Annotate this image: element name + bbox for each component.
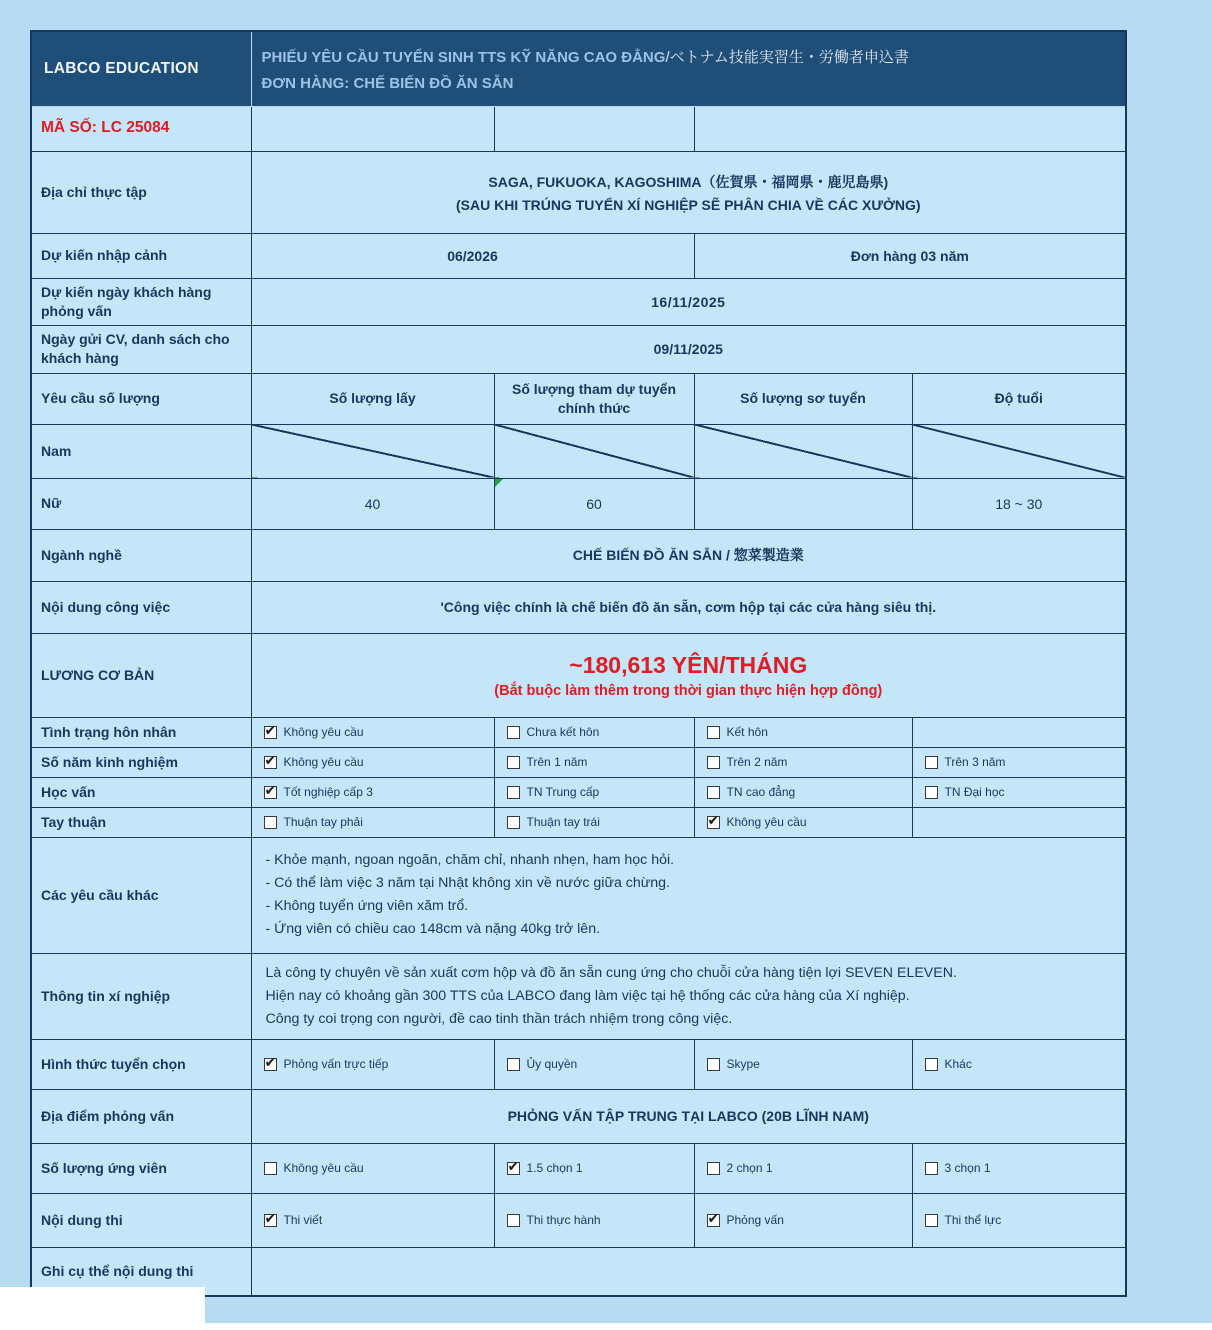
crossed-out-cell: [251, 424, 494, 478]
option: [707, 1213, 906, 1227]
company-info-cell: [251, 953, 1126, 1039]
checkbox-tn-trung-cap[interactable]: [507, 786, 520, 799]
row-label-cv-date: Ngày gửi CV, danh sách cho khách hàng: [31, 325, 251, 373]
option-label: Thuận tay trái: [526, 815, 600, 829]
row-label-industry: Ngành nghề: [31, 529, 251, 581]
row-label-quantity: Yêu cầu số lượng: [31, 373, 251, 424]
checkbox-thuan-tay-phai[interactable]: [264, 816, 277, 829]
form-title-line2: ĐƠN HÀNG: CHẾ BIẾN ĐỒ ĂN SẴN: [261, 74, 514, 92]
option: [507, 755, 688, 769]
option-label: TN cao đẳng: [726, 785, 796, 799]
option-label: 3 chọn 1: [944, 1161, 991, 1175]
option-label: Thi thể lực: [944, 1213, 1002, 1227]
option: [507, 725, 688, 739]
row-label-exam-note: Ghi cụ thể nội dung thi: [31, 1247, 251, 1296]
cv-date-value: 09/11/2025: [251, 325, 1126, 373]
option: [707, 785, 906, 799]
recruitment-form-table: [30, 30, 1127, 1297]
ratio-option-cell: [251, 1143, 494, 1193]
requirement-line: - Không tuyển ứng viên xăm trổ.: [265, 898, 469, 914]
option-label: Thi thực hành: [526, 1213, 601, 1227]
row-label-hand: Tay thuận: [31, 807, 251, 837]
checkbox-phong-van[interactable]: [707, 1214, 720, 1227]
checkbox-tren-2-nam[interactable]: [707, 756, 720, 769]
exam-option-cell: [494, 1193, 694, 1247]
option: [707, 815, 906, 829]
form-title-line1: [262, 46, 1116, 67]
option: [707, 725, 906, 739]
education-option-cell: [494, 777, 694, 807]
option-label: Không yêu cầu: [283, 755, 364, 769]
experience-option-cell: [494, 747, 694, 777]
row-label-interview-date: Dự kiến ngày khách hàng phỏng vấn: [31, 278, 251, 325]
option-label: Tốt nghiệp cấp 3: [283, 785, 373, 799]
checkbox-ket-hon[interactable]: [707, 726, 720, 739]
row-label-address: Địa chỉ thực tập: [31, 151, 251, 233]
option: [264, 785, 488, 799]
option-label: Không yêu cầu: [283, 1161, 364, 1175]
company-info-line: Công ty coi trọng con người, đề cao tinh thần trách nhiệm trong công việc.: [265, 1010, 733, 1027]
requirement-line: - Khỏe mạnh, ngoan ngoãn, chăm chỉ, nhanh nhẹn, ham học hỏi.: [265, 852, 675, 868]
crossed-out-cell: [694, 424, 912, 478]
checkbox-khong-yeu-cau-hon-nhan[interactable]: [264, 726, 277, 739]
option-label: Không yêu cầu: [283, 725, 364, 739]
address-line2: (SAU KHI TRÚNG TUYỂN XÍ NGHIỆP SẼ PHÂN CHIA VỀ CÁC XƯỞNG): [455, 196, 921, 213]
row-label-experience: Số năm kinh nghiệm: [31, 747, 251, 777]
job-value: 'Công việc chính là chế biến đồ ăn sẵn, cơm hộp tại các cửa hàng siêu thị.: [251, 581, 1126, 633]
option-label: Khác: [944, 1057, 972, 1071]
row-label-education: Học vấn: [31, 777, 251, 807]
option: [264, 1161, 488, 1175]
option-label: Phỏng vấn trực tiếp: [283, 1057, 389, 1071]
col-header-age: Độ tuổi: [912, 373, 1126, 424]
checkbox-uy-quyen[interactable]: [507, 1058, 520, 1071]
row-label-job: Nội dung công việc: [31, 581, 251, 633]
marital-option-cell: [694, 717, 912, 747]
education-option-cell: [694, 777, 912, 807]
option: [925, 1161, 1120, 1175]
selection-option-cell: [494, 1039, 694, 1089]
checkbox-3-chon-1[interactable]: [925, 1162, 938, 1175]
checkbox-thuan-tay-trai[interactable]: [507, 816, 520, 829]
experience-option-cell: [251, 747, 494, 777]
option: [925, 785, 1120, 799]
option-label: TN Đại học: [944, 785, 1005, 799]
option: [264, 1213, 488, 1227]
option: [507, 1161, 688, 1175]
option-label: 1.5 chọn 1: [526, 1161, 583, 1175]
requirement-line: - Có thể làm việc 3 năm tại Nhật không xin về nước giữa chừng.: [265, 875, 670, 891]
empty-cell: [494, 106, 694, 151]
row-label-salary: LƯƠNG CƠ BẢN: [31, 633, 251, 717]
female-official: 60: [586, 495, 602, 512]
hand-option-cell: [251, 807, 494, 837]
marital-option-cell: [494, 717, 694, 747]
option-label: Chưa kết hôn: [526, 725, 600, 739]
company-info-line: Hiện nay có khoảng gần 300 TTS của LABCO đang làm việc tại hệ thống các cửa hàng của Xí nghiệp.: [265, 987, 910, 1004]
cell-corner-marker: [495, 479, 503, 487]
org-name-cell: [31, 31, 251, 106]
checkbox-tn-cao-dang[interactable]: [707, 786, 720, 799]
address-line1: SAGA, FUKUOKA, KAGOSHIMA（佐賀県・福岡県・鹿児島県): [488, 173, 889, 190]
checkbox-khong-yeu-cau-kinh-nghiem[interactable]: [264, 756, 277, 769]
col-header-take: Số lượng lấy: [251, 373, 494, 424]
exam-option-cell: [694, 1193, 912, 1247]
row-label-entry: Dự kiến nhập cảnh: [31, 233, 251, 278]
option-label: Ủy quyền: [526, 1057, 578, 1071]
form-title-jp: /ベトナム技能実習生・労働者申込書: [665, 48, 909, 66]
form-code: MÃ SỐ: LC 25084: [31, 106, 251, 151]
hand-option-cell: [694, 807, 912, 837]
row-label-male: Nam: [31, 424, 251, 478]
exam-note-cell: [251, 1247, 1126, 1296]
form-title-vn: PHIẾU YÊU CẦU TUYỂN SINH TTS KỸ NĂNG CAO ĐẲNG: [261, 48, 666, 66]
education-option-cell: [251, 777, 494, 807]
selection-option-cell: [912, 1039, 1126, 1089]
ratio-option-cell: [912, 1143, 1126, 1193]
org-name: LABCO EDUCATION: [44, 59, 199, 77]
row-label-exam-content: Nội dung thi: [31, 1193, 251, 1247]
ratio-option-cell: [494, 1143, 694, 1193]
row-label-female: Nữ: [31, 478, 251, 529]
checkbox-phong-van-truc-tiep[interactable]: [264, 1058, 277, 1071]
requirement-line: - Ứng viên có chiều cao 148cm và nặng 40kg trở lên.: [265, 921, 601, 937]
education-option-cell: [912, 777, 1126, 807]
experience-option-cell: [694, 747, 912, 777]
ratio-option-cell: [694, 1143, 912, 1193]
option-label: Kết hôn: [726, 725, 768, 739]
selection-option-cell: [251, 1039, 494, 1089]
checkbox-tren-3-nam[interactable]: [925, 756, 938, 769]
female-official-cell: [494, 478, 694, 529]
interview-location-value: PHỎNG VẤN TẬP TRUNG TẠI LABCO (20B LĨNH NAM): [251, 1089, 1126, 1143]
checkbox-chua-ket-hon[interactable]: [507, 726, 520, 739]
option: [264, 725, 488, 739]
salary-value: ~180,613 YÊN/THÁNG: [569, 651, 808, 678]
option-label: Thi viết: [283, 1213, 323, 1227]
row-label-selection-method: Hình thức tuyển chọn: [31, 1039, 251, 1089]
marital-option-cell: [251, 717, 494, 747]
interview-date-value: 16/11/2025: [251, 278, 1126, 325]
company-info-line: Là công ty chuyên về sản xuất cơm hộp và đồ ăn sẵn cung ứng cho chuỗi cửa hàng tiện lợi SEVEN ELEVEN.: [265, 964, 957, 981]
col-header-official: Số lượng tham dự tuyển chính thức: [494, 373, 694, 424]
form-title-cell: [251, 31, 1126, 106]
female-take: 40: [251, 478, 494, 529]
row-label-company-info: Thông tin xí nghiệp: [31, 953, 251, 1039]
option: [707, 1161, 906, 1175]
empty-cell: [251, 106, 494, 151]
row-label-interview-location: Địa điểm phỏng vấn: [31, 1089, 251, 1143]
address-value-cell: [251, 151, 1126, 233]
row-label-marital: Tình trạng hôn nhân: [31, 717, 251, 747]
checkbox-2-chon-1[interactable]: [707, 1162, 720, 1175]
option: [507, 1213, 688, 1227]
salary-note: (Bắt buộc làm thêm trong thời gian thực hiện hợp đồng): [494, 682, 883, 699]
checkbox-tren-1-nam[interactable]: [507, 756, 520, 769]
selection-option-cell: [694, 1039, 912, 1089]
row-label-other-requirements: Các yêu cầu khác: [31, 837, 251, 953]
hand-option-cell: [494, 807, 694, 837]
industry-value: CHẾ BIẾN ĐỒ ĂN SẴN / 惣菜製造業: [251, 529, 1126, 581]
option: [925, 755, 1120, 769]
option: [264, 1057, 488, 1071]
col-header-preliminary: Số lượng sơ tuyển: [694, 373, 912, 424]
female-age: 18 ~ 30: [912, 478, 1126, 529]
entry-date: 06/2026: [251, 233, 694, 278]
option-label: TN Trung cấp: [526, 785, 600, 799]
empty-cell: [912, 717, 1126, 747]
option-label: 2 chọn 1: [726, 1161, 773, 1175]
exam-option-cell: [251, 1193, 494, 1247]
exam-option-cell: [912, 1193, 1126, 1247]
contract-term: Đơn hàng 03 năm: [694, 233, 1126, 278]
option: [264, 755, 488, 769]
option-label: Phỏng vấn: [726, 1213, 784, 1227]
option-label: Trên 1 năm: [526, 755, 588, 769]
checkbox-tot-nghiep-cap-3[interactable]: [264, 786, 277, 799]
checkbox-thi-thuc-hanh[interactable]: [507, 1214, 520, 1227]
experience-option-cell: [912, 747, 1126, 777]
option-label: Skype: [726, 1057, 760, 1071]
row-label-candidate-ratio: Số lượng ứng viên: [31, 1143, 251, 1193]
option: [264, 815, 488, 829]
checkbox-thi-the-luc[interactable]: [925, 1214, 938, 1227]
checkbox-tn-dai-hoc[interactable]: [925, 786, 938, 799]
page-corner-white: [0, 1287, 205, 1330]
checkbox-khac[interactable]: [925, 1058, 938, 1071]
empty-cell: [912, 807, 1126, 837]
empty-cell: [694, 106, 1126, 151]
female-preliminary: [694, 478, 912, 529]
checkbox-1-5-chon-1[interactable]: [507, 1162, 520, 1175]
option: [507, 1057, 688, 1071]
checkbox-skype[interactable]: [707, 1058, 720, 1071]
checkbox-thi-viet[interactable]: [264, 1214, 277, 1227]
option-label: Trên 2 năm: [726, 755, 788, 769]
option: [925, 1213, 1120, 1227]
salary-cell: [251, 633, 1126, 717]
option: [507, 815, 688, 829]
option: [507, 785, 688, 799]
option-label: Thuận tay phải: [283, 815, 363, 829]
option: [707, 1057, 906, 1071]
option: [707, 755, 906, 769]
option-label: Trên 3 năm: [944, 755, 1006, 769]
other-requirements-cell: [251, 837, 1126, 953]
crossed-out-cell: [494, 424, 694, 478]
option: [925, 1057, 1120, 1071]
checkbox-khong-yeu-cau-tay-thuan[interactable]: [707, 816, 720, 829]
checkbox-khong-yeu-cau-ung-vien[interactable]: [264, 1162, 277, 1175]
crossed-out-cell: [912, 424, 1126, 478]
option-label: Không yêu cầu: [726, 815, 807, 829]
